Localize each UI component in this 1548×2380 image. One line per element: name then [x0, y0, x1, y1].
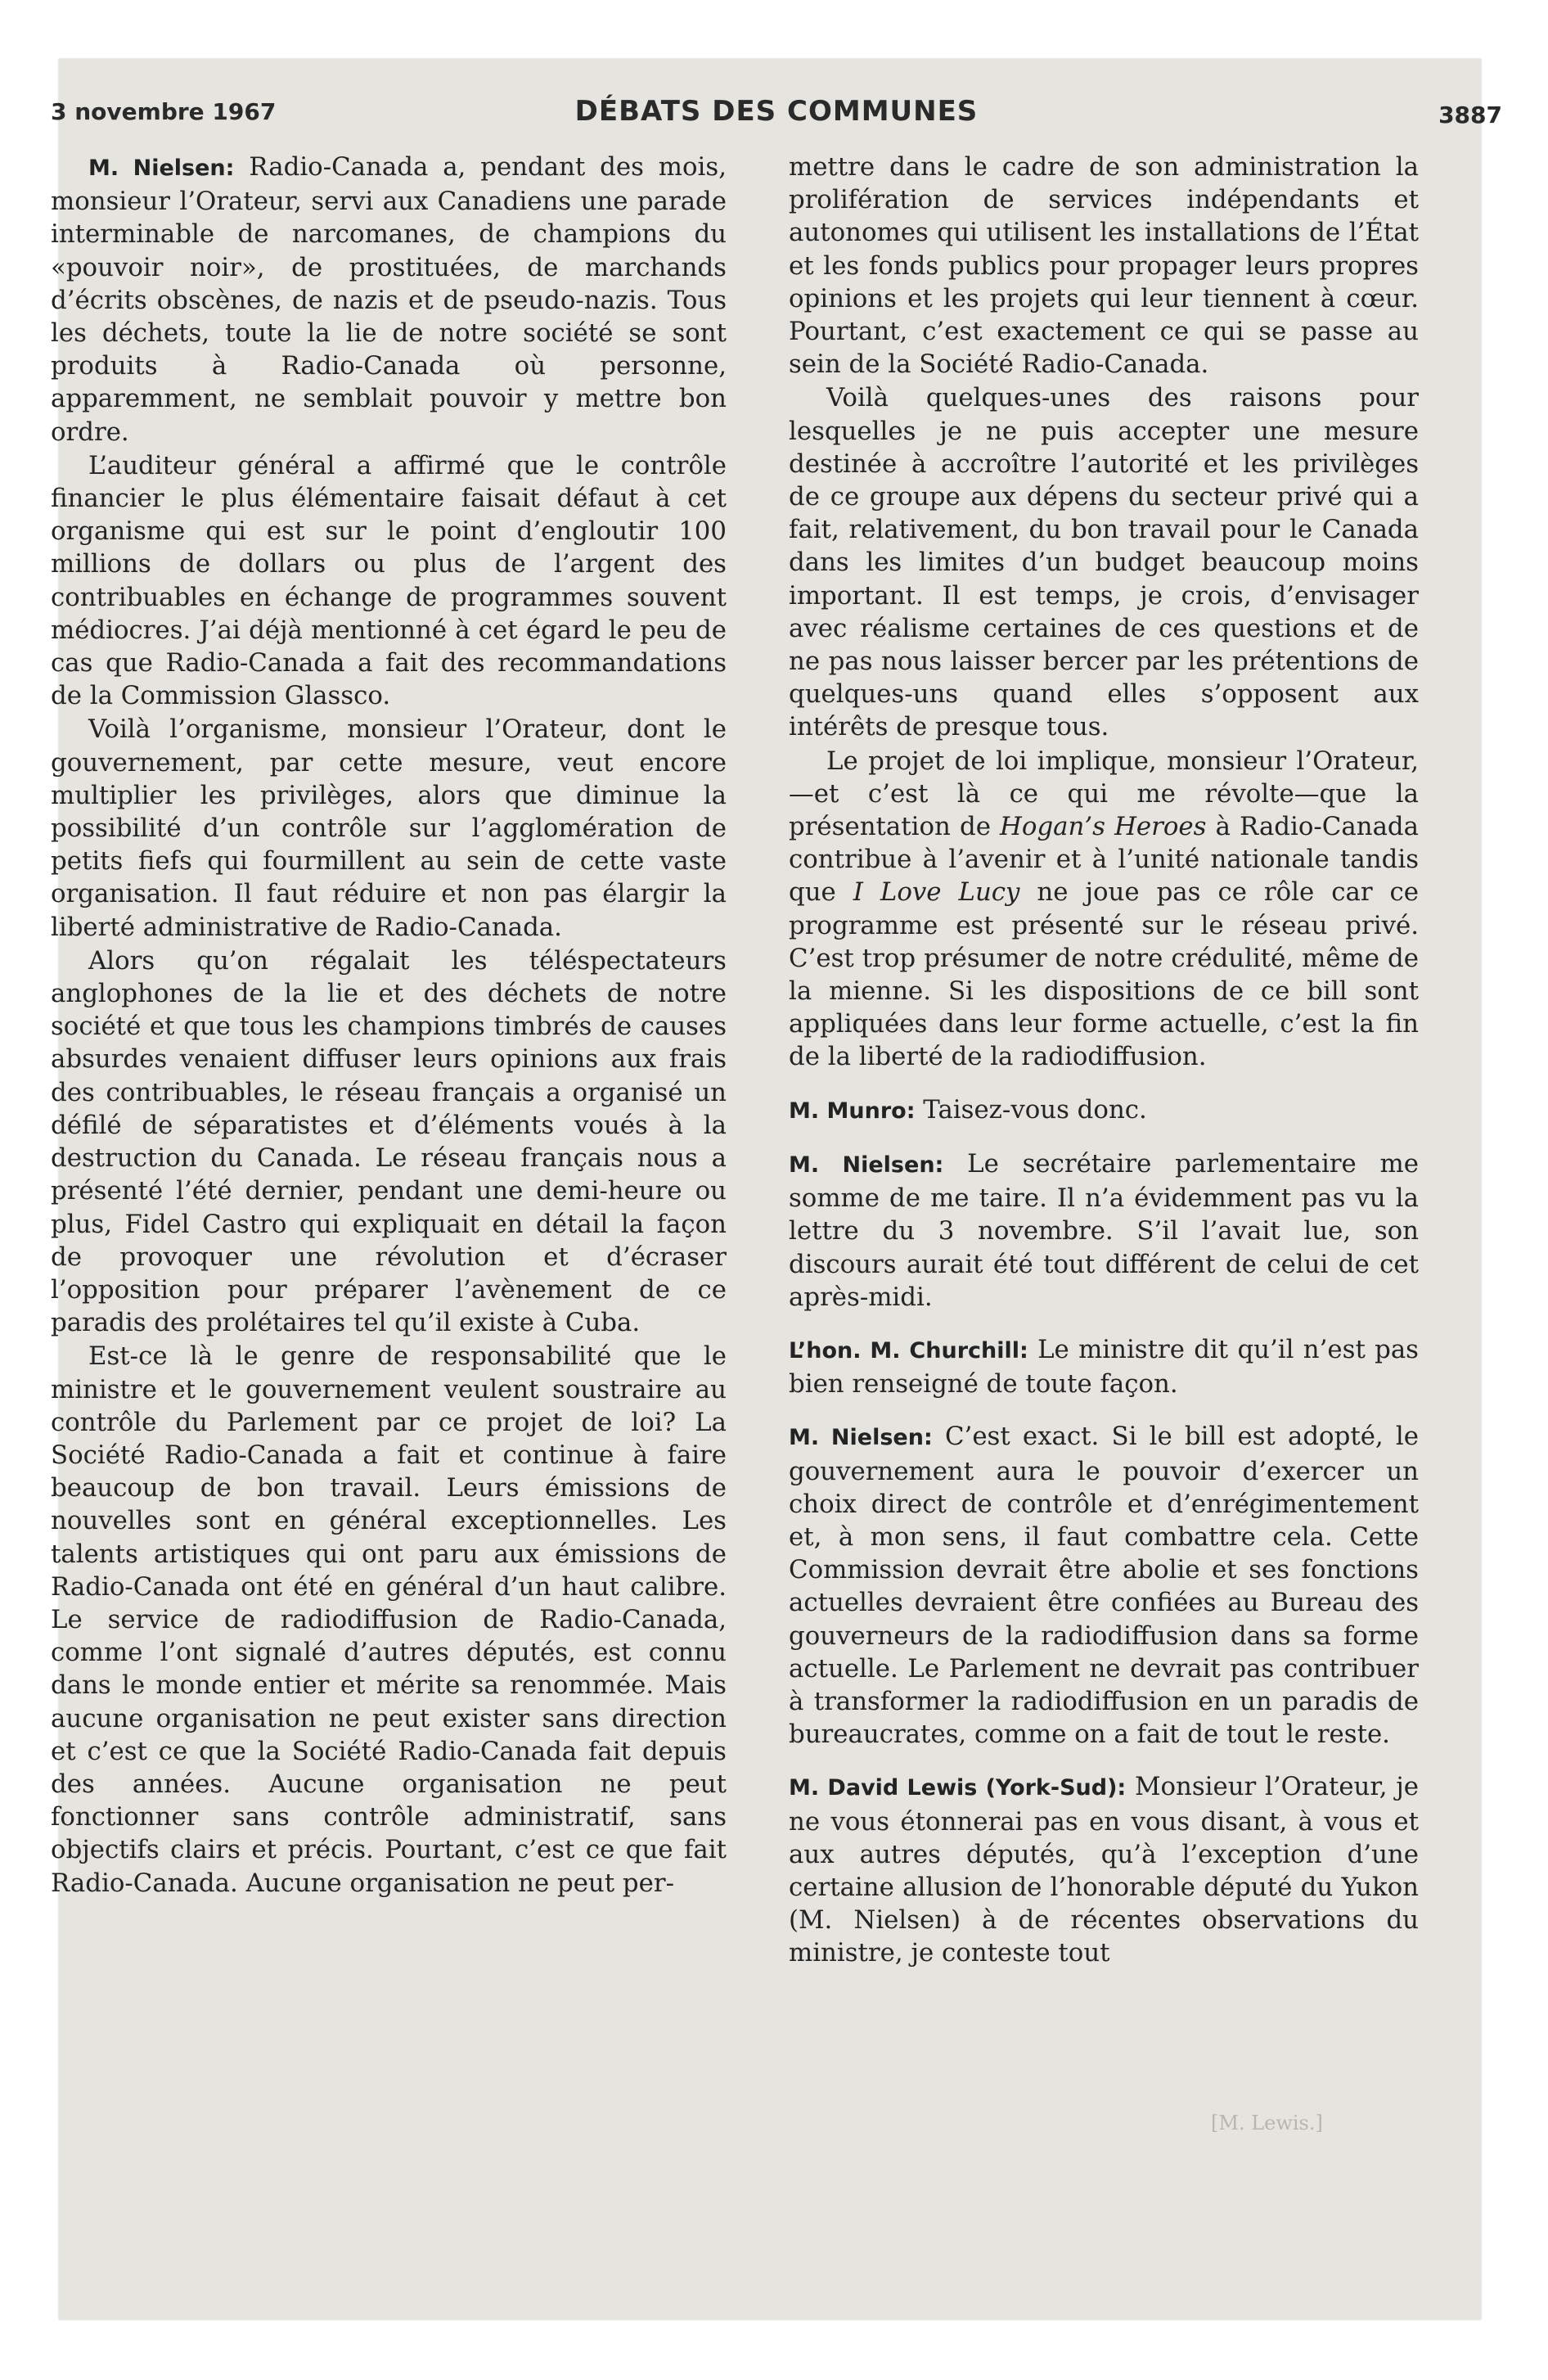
paragraph-text: ne joue pas ce rôle car ce programme est présenté sur le réseau privé. C’est trop présumer de notre crédulité, même de la mienne. Si les dispositions de ce bill sont appliquées dans leur forme actuelle, c’est la fin de la liberté de la radiodiffusion.: [789, 877, 1419, 1072]
speech-text: Le ministre dit qu’il n’est pas bien renseigné de toute façon.: [789, 1334, 1419, 1400]
header-title: DÉBATS DES COMMUNES: [574, 95, 979, 128]
paragraph: [789, 745, 1419, 1074]
left-column: [51, 151, 727, 1900]
paragraph: mettre dans le cadre de son administration la prolifération de services indépendants et autonomes qui utilisent les installations de l’État et les fonds publics pour propager leurs propres opinions et les projets qui leur tiennent à cœur. Pourtant, c’est exactement ce qui se passe au sein de la Société Radio-Canada.: [789, 152, 1419, 380]
page-header: [51, 90, 1502, 139]
speech-text: Taisez-vous donc.: [923, 1094, 1147, 1125]
speech-lewis: [789, 1770, 1419, 1969]
speech-text: C’est exact. Si le bill est adopté, le gouvernement aura le pouvoir d’exercer un choix direct de contrôle et d’enrégimentement et, à mon sens, il faut combattre cela. Cette Commission devrait être abolie et ses fonctions actuelles devraient être confiées au Bureau des gouverneurs de la radiodiffusion dans sa forme actuelle. Le Parlement ne devrait pas contribuer à transformer la radiodiffusion en un paradis de bureaucrates, comme on a fait de tout le reste.: [789, 1422, 1419, 1750]
paragraph-text: Le projet de loi implique, monsieur l’Orateur,—et c’est là ce qui me révolte—que la présentation de: [789, 746, 1419, 842]
paragraph: L’auditeur général a affirmé que le contrôle financier le plus élémentaire faisait défaut à cet organisme qui est sur le point d’engloutir 100 millions de dollars ou plus de l’argent des contribuables en échange de programmes souvent médiocres. J’ai déjà mentionné à cet égard le peu de cas que Radio-Canada a fait des recommandations de la Commission Glassco.: [51, 450, 727, 711]
speech-nielsen: [789, 1420, 1419, 1751]
speech-text: Monsieur l’Orateur, je ne vous étonnerai pas en vous disant, à vous et aux autres députés, qu’à l’exception d’une certaine allusion de l’honorable député du Yukon (M. Nielsen) à de récentes observations du ministre, je conteste tout: [789, 1772, 1419, 1968]
speaker-name: M. Munro:: [789, 1098, 916, 1124]
right-column: [789, 151, 1419, 1971]
paragraph-text: à Radio-Canada contribue à l’avenir et à l’unité nationale tandis que: [789, 812, 1420, 908]
paragraph: Est-ce là le genre de responsabilité que le ministre et le gouvernement veulent soustraire au contrôle du Parlement par ce projet de loi? La Société Radio-Canada a fait et continue à faire beaucoup de bon travail. Leurs émissions de nouvelles sont en général exceptionnelles. Les talents artistiques qui ont paru aux émissions de Radio-Canada ont été en général d’un haut calibre. Le service de radiodiffusion de Radio-Canada, comme l’ont signalé d’autres députés, est connu dans le monde entier et mérite sa renommée. Mais aucune organisation ne peut exister sans direction et c’est ce que la Société Radio-Canada fait depuis des années. Aucune organisation ne peut fonctionner sans contrôle administratif, sans objectifs clairs et précis. Pourtant, c’est ce que fait Radio-Canada. Aucune organisation ne peut per-: [51, 1341, 727, 1898]
page-number: 3887: [1438, 101, 1502, 128]
paragraph: Voilà quelques-unes des raisons pour lesquelles je ne puis accepter une mesure destinée à accroître l’autorité et les privilèges de ce groupe aux dépens du secteur privé qui a fait, relativement, du bon travail pour le Canada dans les limites d’un budget beaucoup moins important. Il est temps, je crois, d’envisager avec réalisme certaines de ces questions et de ne pas nous laisser bercer par les prétentions de quelques-uns quand elles s’opposent aux intérêts de presque tous.: [789, 383, 1419, 742]
speech-churchill: [789, 1333, 1419, 1400]
speech-nielsen: [789, 1147, 1419, 1314]
paragraph-text: Radio-Canada a, pendant des mois, monsieur l’Orateur, servi aux Canadiens une parade interminable de narcomanes, de champions du «pouvoir noir», de prostituées, de marchands d’écrits obscènes, de nazis et de pseudo-nazis. Tous les déchets, toute la lie de notre société se sont produits à Radio-Canada où personne, apparemment, ne semblait pouvoir y mettre bon ordre.: [51, 152, 727, 447]
speaker-name: L’hon. M. Churchill:: [789, 1337, 1028, 1364]
speech-munro: [789, 1093, 1419, 1128]
paragraph: Alors qu’on régalait les téléspectateurs anglophones de la lie et des déchets de notre société et que tous les champions timbrés de causes absurdes venaient diffuser leurs opinions aux frais des contribuables, le réseau français a organisé un défilé de séparatistes et d’éléments voués à la destruction du Canada. Le réseau français nous a présenté l’été dernier, pendant une demi-heure ou plus, Fidel Castro qui expliquait en détail la façon de provoquer une révolution et d’écraser l’opposition pour préparer l’avènement de ce paradis des prolétaires tel qu’il existe à Cuba.: [51, 945, 727, 1338]
bleed-through-text: [M. Lewis.]: [1211, 2112, 1323, 2134]
speaker-name: M. Nielsen:: [88, 156, 235, 181]
program-title: Hogan’s Heroes: [1000, 812, 1207, 842]
speaker-name: M. Nielsen:: [789, 1152, 944, 1178]
paragraph: [51, 151, 727, 449]
paragraph: Voilà l’organisme, monsieur l’Orateur, dont le gouvernement, par cette mesure, veut encore multiplier les privilèges, alors que diminue la possibilité d’un contrôle sur l’agglomération de petits fiefs qui fourmillent au sein de cette vaste organisation. Il faut réduire et non pas élargir la liberté administrative de Radio-Canada.: [51, 714, 727, 942]
speech-text: Le secrétaire parlementaire me somme de me taire. Il n’a évidemment pas vu la lettre du 3 novembre. S’il l’avait lue, son discours aurait été tout différent de celui de cet après-midi.: [789, 1148, 1419, 1312]
header-date: 3 novembre 1967: [51, 98, 277, 125]
speaker-name: M. David Lewis (York-Sud):: [789, 1775, 1127, 1801]
speaker-name: M. Nielsen:: [789, 1425, 933, 1451]
program-title: I Love Lucy: [853, 877, 1020, 908]
